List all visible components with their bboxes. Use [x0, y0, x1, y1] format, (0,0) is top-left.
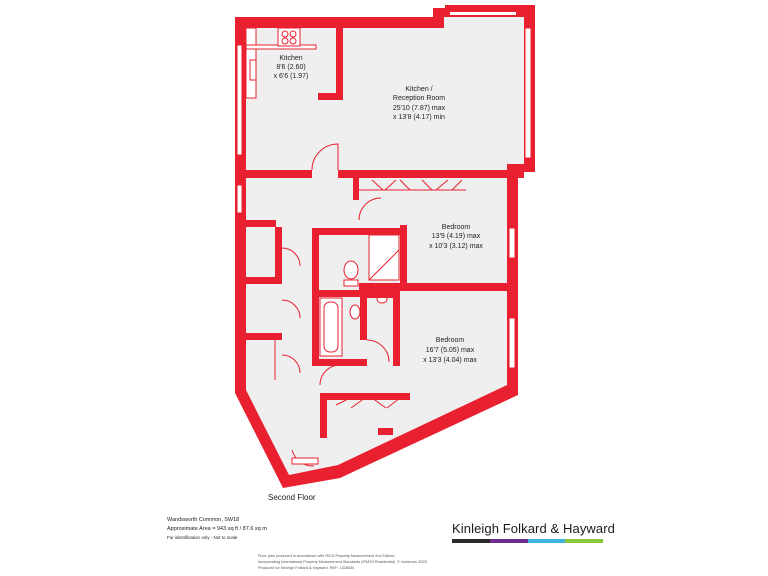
footer-line3: Produced for Kinleigh Folkard & Hayward. REF: 1328634: [258, 566, 355, 570]
footer-line2: Incorporating International Property Measurement Standards (IPMS2 Residential). © nichecom 2025.: [258, 560, 428, 564]
kitchen-dim2: x 6'6 (1.97): [273, 73, 309, 80]
bedroom2-dim1: 16'7 (5.05) max: [425, 347, 475, 354]
approx-area: Approximate Area = 943 sq ft / 87.6 sq m: [167, 526, 267, 532]
brand-color-2: [490, 539, 528, 543]
bedroom1-dim1: 13'9 (4.19) max: [431, 233, 481, 240]
reception-name: Kitchen /: [405, 86, 433, 93]
brand-color-3: [528, 539, 566, 543]
kitchen-dim1: 8'6 (2.60): [276, 64, 306, 71]
reception-dim1: 25'10 (7.87) max: [392, 105, 446, 112]
footer-line1: Floor plan produced in accordance with RICS Property Measurement 2nd Edition,: [258, 554, 396, 558]
reception-name2: Reception Room: [392, 95, 446, 102]
reception-dim2: x 13'8 (4.17) min: [393, 114, 445, 121]
bedroom2-name: Bedroom: [435, 337, 465, 344]
kitchen-name: Kitchen: [279, 55, 303, 62]
disclaimer: For identification only - Not to scale: [167, 535, 238, 540]
brand-color-1: [452, 539, 490, 543]
bedroom1-name: Bedroom: [441, 224, 471, 231]
brand-name: Kinleigh Folkard & Hayward: [452, 521, 616, 536]
bedroom2-dim2: x 13'3 (4.04) max: [423, 357, 477, 364]
bedroom1-dim2: x 10'3 (3.12) max: [429, 243, 483, 250]
address: Wandsworth Common, SW18: [167, 517, 240, 523]
brand-color-4: [565, 539, 603, 543]
brand-colorbar: [452, 539, 603, 543]
floor-title: Second Floor: [268, 493, 316, 502]
